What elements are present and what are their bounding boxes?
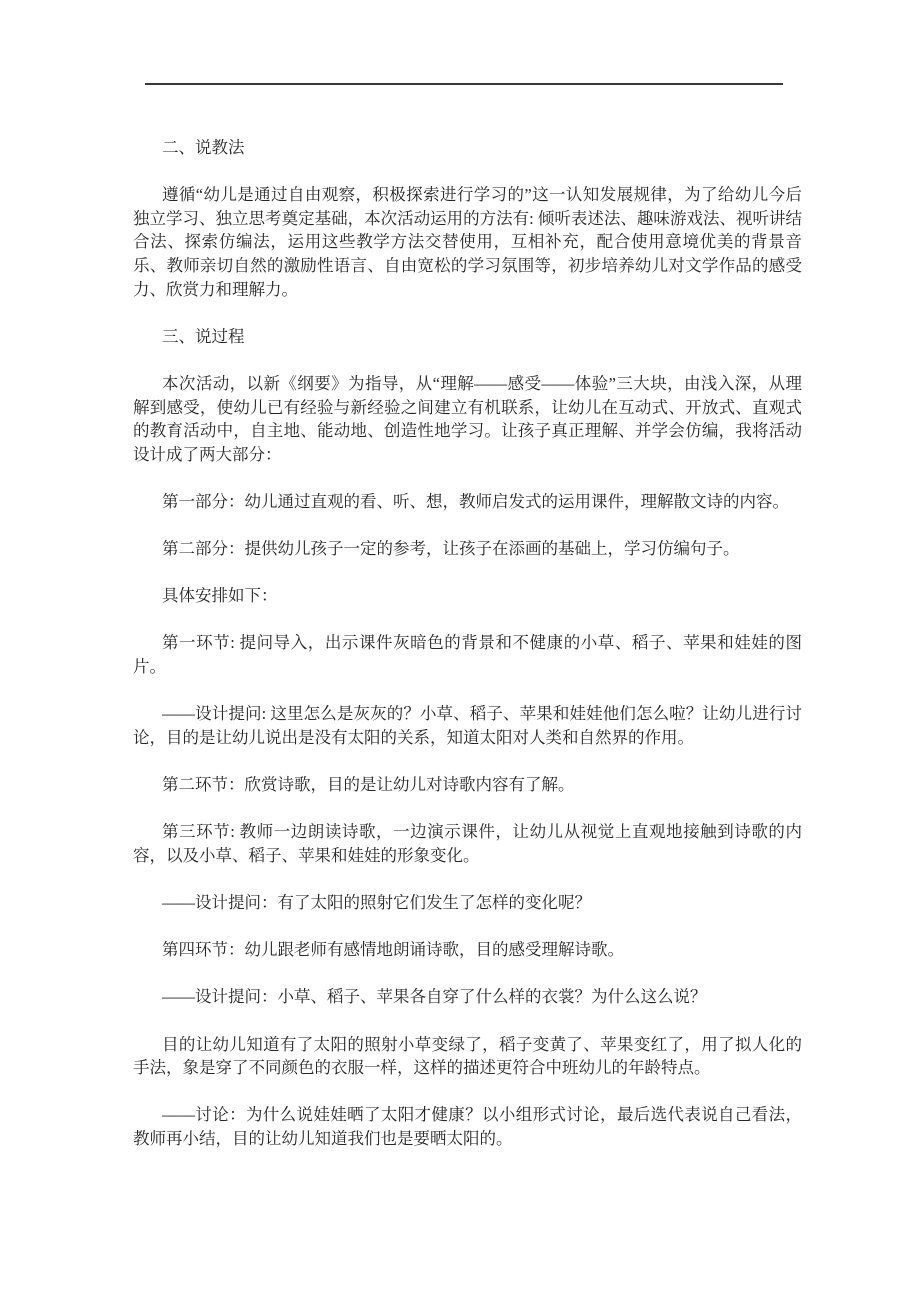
header-divider-rule — [145, 83, 783, 85]
paragraph: 本次活动，以新《纲要》为指导，从“理解——感受——体验”三大块，由浅入深，从理解到感受，使幼儿已有经验与新经验之间建立有机联系，让幼儿在互动式、开放式、直观式的教育活动中，自主地、能动地、创造性地学习。让孩子真正理解、并学会仿编，我将活动设计成了两大部分： — [133, 373, 802, 464]
paragraph: 第四环节：幼儿跟老师有感情地朗诵诗歌，目的感受理解诗歌。 — [162, 940, 624, 960]
paragraph: 第二环节：欣赏诗歌，目的是让幼儿对诗歌内容有了解。 — [162, 775, 575, 795]
paragraph: 具体安排如下： — [162, 586, 278, 606]
document-body — [133, 136, 802, 1151]
paragraph: 目的让幼儿知道有了太阳的照射小草变绿了，稻子变黄了、苹果变红了，用了拟人化的手法，象是穿了不同颜色的衣服一样，这样的描述更符合中班幼儿的年龄特点。 — [133, 1034, 802, 1078]
section-heading: 三、说过程 — [162, 326, 245, 346]
paragraph: 第一部分：幼儿通过直观的看、听、想，教师启发式的运用课件，理解散文诗的内容。 — [162, 491, 789, 511]
paragraph: ——设计提问: 这里怎么是灰灰的？小草、稻子、苹果和娃娃他们怎么啦？让幼儿进行讨论，目的是让幼儿说出是没有太阳的关系，知道太阳对人类和自然界的作用。 — [133, 704, 802, 747]
section-heading: 二、说教法 — [162, 138, 245, 157]
paragraph: ——讨论：为什么说娃娃晒了太阳才健康？以小组形式讨论，最后选代表说自己看法，教师再小结，目的让幼儿知道我们也是要晒太阳的。 — [133, 1105, 802, 1148]
paragraph: 第三环节: 教师一边朗读诗歌，一边演示课件，让幼儿从视觉上直观地接触到诗歌的内容，以及小草、稻子、苹果和娃娃的形象变化。 — [133, 822, 802, 865]
paragraph: ——设计提问：小草、稻子、苹果各自穿了什么样的衣裳？为什么这么说？ — [162, 987, 707, 1007]
paragraph: 遵循“幼儿是通过自由观察，积极探索进行学习的”这一认知发展规律，为了给幼儿今后独立学习、独立思考奠定基础，本次活动运用的方法有: 倾听表述法、趣味游戏法、视听讲结合法、探索仿编法，运用这些教学方法交替使用，互相补充，配合使用意境优美的背景音乐、教师亲切自然的激励性语言、自由宽松的学习氛围等，初步培养幼儿对文学作品的感受力、欣赏力和理解力。 — [133, 185, 802, 299]
paragraph: 第二部分：提供幼儿孩子一定的参考，让孩子在添画的基础上，学习仿编句子。 — [162, 539, 740, 559]
paragraph: 第一环节: 提问导入，出示课件灰暗色的背景和不健康的小草、稻子、苹果和娃娃的图片。 — [133, 633, 802, 677]
paragraph: ——设计提问：有了太阳的照射它们发生了怎样的变化呢？ — [162, 893, 591, 912]
